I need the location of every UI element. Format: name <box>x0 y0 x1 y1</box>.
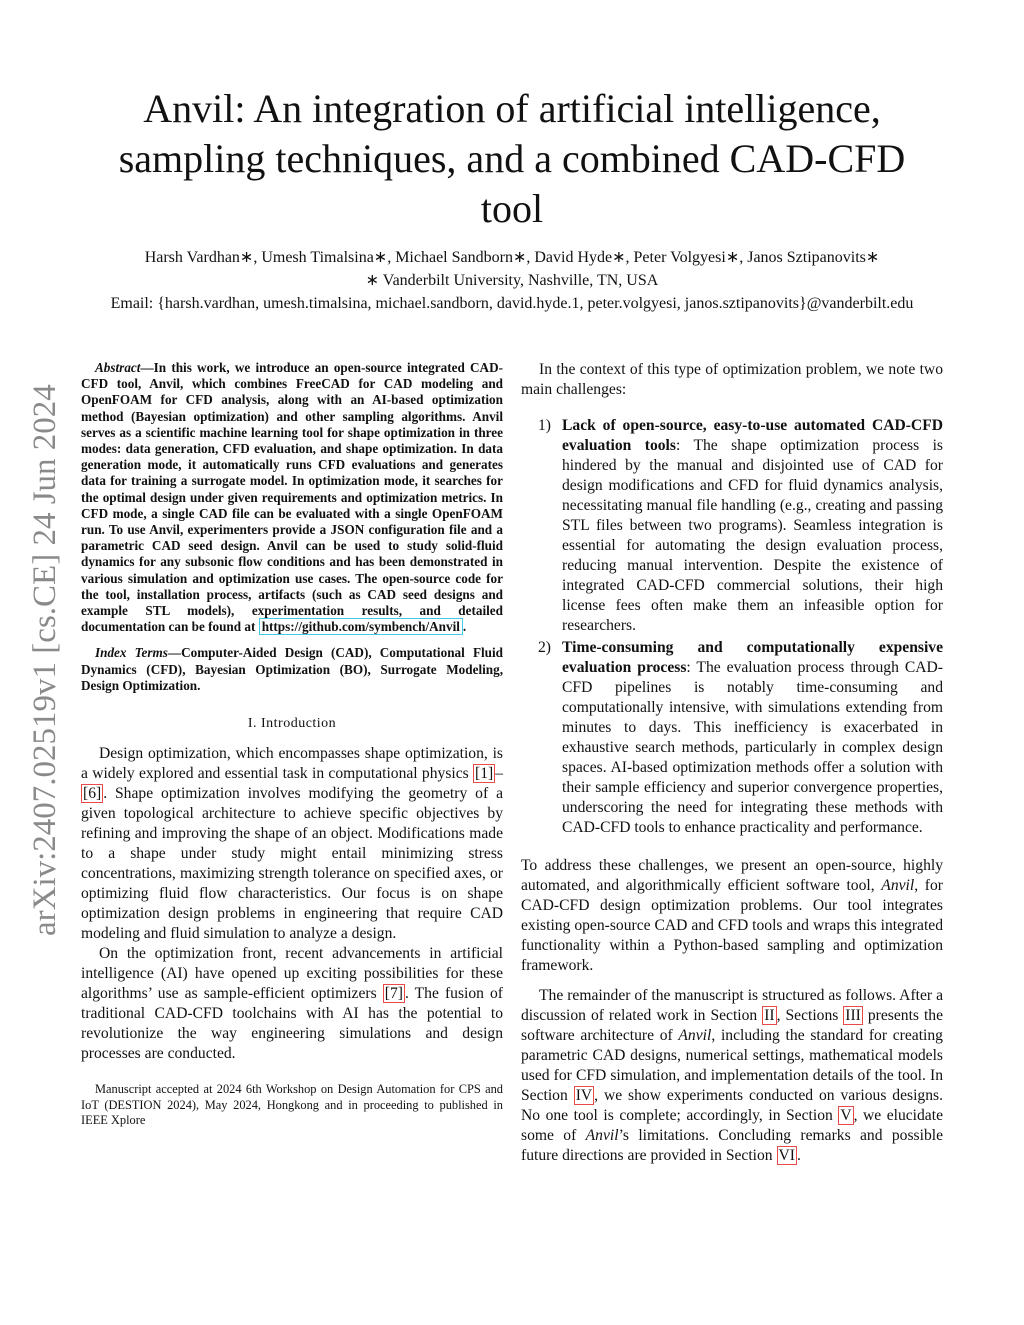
text-run: , we elucidate some of <box>521 1107 943 1144</box>
text-run: , we show experiments conducted on various designs. No one tool is complete; accordingly, in Section <box>521 1087 943 1124</box>
text-run: The remainder of the manuscript is structured as follows. After a discussion of related work in Section <box>521 987 943 1024</box>
right-column <box>521 360 943 1166</box>
intro-paragraph-2 <box>81 944 503 1064</box>
tool-name: Anvil <box>678 1027 712 1044</box>
index-terms-body: —Computer-Aided Design (CAD), Computational Fluid Dynamics (CFD), Bayesian Optimization (BO), Surrogate Modeling, Design Optimization. <box>81 645 503 693</box>
paper-title: Anvil: An integration of artificial intelligence, sampling techniques, and a combined CAD-CFD tool <box>118 86 906 231</box>
text-run: On the optimization front, recent advancements in artificial intelligence (AI) have opened up exciting possibilities for these algorithms’ use as sample-efficient optimizers <box>81 945 503 1003</box>
author-email: Email: {harsh.vardhan, umesh.timalsina, michael.sandborn, david.hyde.1, peter.volgyesi, janos.sztipanovits}@vanderbilt.edu <box>110 295 914 312</box>
github-link[interactable]: https://github.com/symbench/Anvil <box>259 618 463 635</box>
intro-paragraph-1 <box>81 744 503 944</box>
index-terms <box>81 645 503 694</box>
list-number: 1) <box>538 417 551 434</box>
abstract-end: . <box>462 619 467 635</box>
text-run: . <box>796 1147 801 1164</box>
citation-link[interactable]: [1] <box>475 765 494 783</box>
text-run: , for CAD-CFD design optimization problems. Our tool integrates existing open-source CAD and CFD tools and wraps this integrated functionality within a Python-based sampling and optimization framework. <box>521 877 943 974</box>
text-run: , including the standard for creating parametric CAD designs, numerical settings, mathematical models used for CFD simulation, and implementation details of the tool. In Section <box>521 1027 943 1104</box>
arxiv-identifier: arXiv:2407.02519v1 [cs.CE] 24 Jun 2024 <box>27 384 63 936</box>
section-heading-introduction: I. Introduction <box>247 716 337 732</box>
text-run: , Sections <box>776 1007 844 1024</box>
citation-link[interactable]: [6] <box>83 785 102 803</box>
left-column <box>81 360 503 1129</box>
remainder-paragraph <box>521 986 943 1166</box>
list-item-heading: Time-consuming and computationally expensive evaluation process <box>562 639 943 676</box>
abstract <box>81 360 503 635</box>
address-paragraph <box>521 856 943 976</box>
section-link[interactable]: II <box>764 1007 775 1024</box>
text-run: ’s limitations. Concluding remarks and possible future directions are provided in Section <box>521 1127 944 1164</box>
abstract-body: —In this work, we introduce an open-source integrated CAD-CFD tool, Anvil, which combines FreeCAD for CAD modeling and OpenFOAM for CFD analysis, along with an AI-based optimization method (Bayesian optimization) and other sampling algorithms. Anvil serves as a scientific machine learning tool for shape optimization in three modes: data generation, CFD evaluation, and shape optimization. In data generation mode, it automatically runs CFD evaluations and generates data for training a surrogate model. In optimization mode, it searches for the optimal design under given requirements and optimization metrics. In CFD mode, a single CAD file can be evaluated with a single OpenFOAM run. To use Anvil, experimenters provide a JSON configuration file and a parametric CAD seed design. Anvil can be used to study solid-fluid dynamics for any subsonic flow conditions and has been demonstrated in various simulation and optimization use cases. The open-source code for the tool, installation process, artifacts (such as CAD seed designs and example STL models), experimentation results, and detailed documentation can be found at <box>81 360 503 635</box>
section-link[interactable]: III <box>845 1007 861 1024</box>
section-link[interactable]: IV <box>575 1087 593 1104</box>
text-run: presents the software architecture of <box>521 1007 943 1044</box>
list-item-body: : The evaluation process through CAD-CFD pipelines is notably time-consuming and computationally intensive, with simulations extending from minutes to days. This inefficiency is exacerbated in exhaustive search methods, particularly in complex design spaces. AI-based optimization methods offer a solution with their sample efficiency and superior convergence properties, underscoring the need for integrating these methods with CAD-CFD tools to enhance practicality and performance. <box>562 659 943 836</box>
challenges-intro: In the context of this type of optimization problem, we note two main challenges: <box>521 361 943 398</box>
list-item-heading: Lack of open-source, easy-to-use automated CAD-CFD evaluation tools <box>562 417 943 454</box>
section-link[interactable]: V <box>840 1107 852 1124</box>
footnote: Manuscript accepted at 2024 6th Workshop on Design Automation for CPS and IoT (DESTION 2024), May 2024, Hongkong and in proceeding to published in IEEE Xplore <box>81 1082 503 1128</box>
challenges-list <box>521 416 943 838</box>
text-run: . Shape optimization involves modifying the geometry of a given topological architecture to achieve specific objectives by refining and improving the shape of an object. Modifications made to a shape under study might entail minimizing stress concentrations, maximizing strength tolerance on specified axes, or optimizing fluid flow characteristics. Our focus is on shape optimization design problems in engineering that require CAD modeling and fluid simulation to analyze a design. <box>81 785 503 943</box>
author-affiliation: ∗ Vanderbilt University, Nashville, TN, USA <box>365 272 659 289</box>
author-block <box>80 246 944 315</box>
abstract-lead: Abstract <box>95 360 141 375</box>
tool-name: Anvil <box>881 877 915 894</box>
text-run: – <box>495 765 503 783</box>
index-terms-lead: Index Terms <box>95 645 168 661</box>
list-item-body: : The shape optimization process is hindered by the manual and disjointed use of CAD for design modifications and CFD for fluid dynamics analysis, necessitating manual file handling (e.g., creating and passing STL files between two programs). Seamless integration is essential for automating the design evaluation process, reducing manual intervention. Despite the existence of integrated CAD-CFD commercial solutions, their high license fees often make them an infeasible option for researchers. <box>562 437 943 634</box>
section-link[interactable]: VI <box>778 1147 795 1164</box>
list-item <box>521 638 943 838</box>
author-names: Harsh Vardhan∗, Umesh Timalsina∗, Michael Sandborn∗, David Hyde∗, Peter Volgyesi∗, Janos Sztipanovits∗ <box>144 249 880 266</box>
list-number: 2) <box>538 639 551 656</box>
text-run: . The fusion of traditional CAD-CFD toolchains with AI has the potential to revolutionize the way engineering simulations and design processes are conducted. <box>81 985 504 1063</box>
tool-name: Anvil <box>585 1127 619 1144</box>
text-run: To address these challenges, we present an open-source, highly automated, and algorithmically efficient software tool, <box>521 857 943 894</box>
list-item <box>521 416 943 636</box>
text-run: Design optimization, which encompasses shape optimization, is a widely explored and essential task in computational physics <box>81 745 503 783</box>
citation-link[interactable]: [7] <box>384 985 403 1003</box>
